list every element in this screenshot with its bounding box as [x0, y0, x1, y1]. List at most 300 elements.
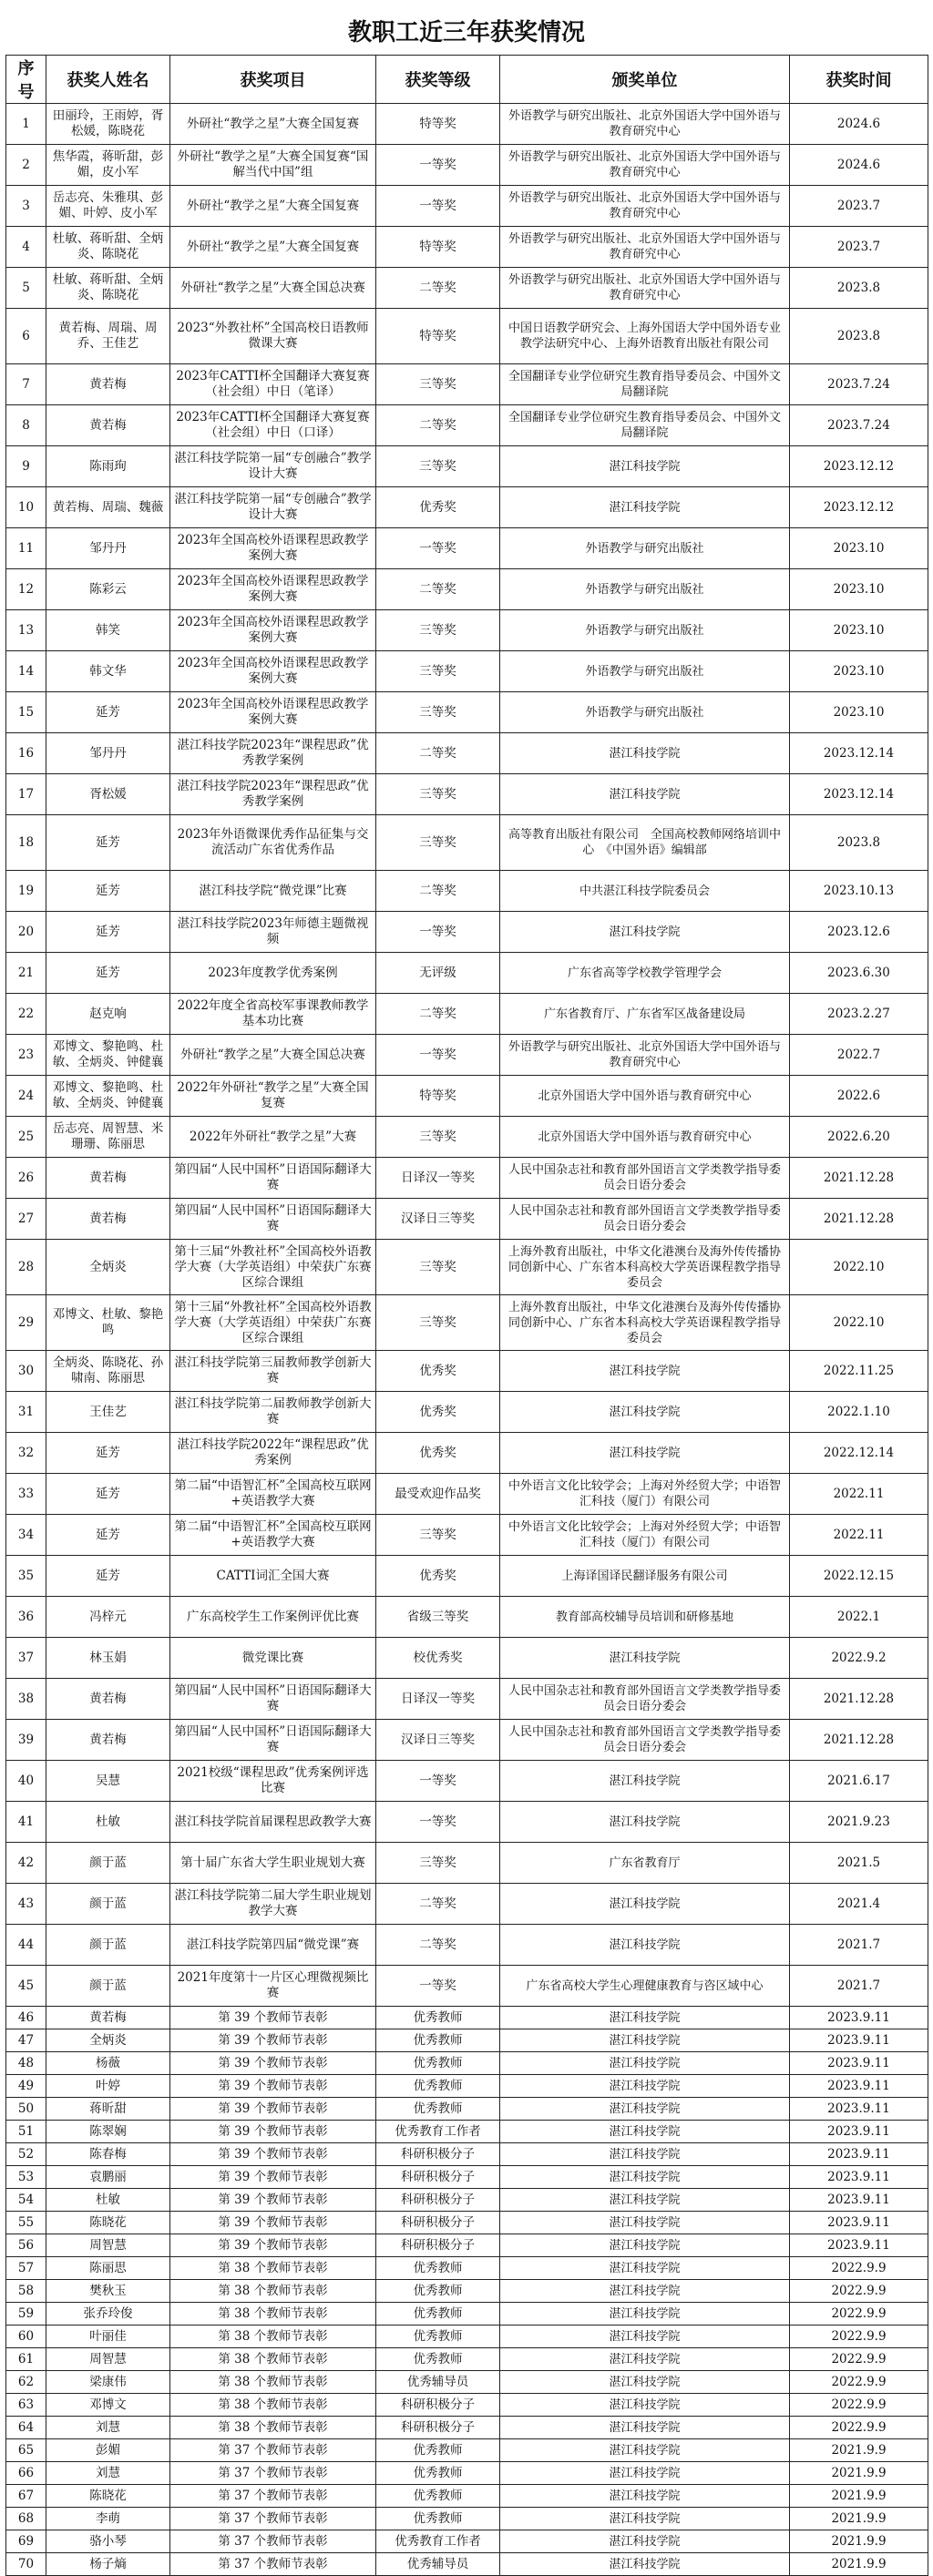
table-row	[6, 2326, 928, 2348]
cell-project: 第 39 个教师节表彰	[170, 2052, 376, 2075]
cell-org: 上海译国译民翻译服务有限公司	[500, 1556, 790, 1597]
cell-no: 28	[6, 1240, 46, 1295]
cell-name: 杜敏	[46, 2189, 170, 2212]
page-title: 教职工近三年获奖情况	[347, 19, 585, 46]
cell-no: 18	[6, 815, 46, 871]
cell-no: 4	[6, 227, 46, 268]
cell-level: 优秀教师	[376, 2326, 500, 2348]
cell-time: 2022.9.9	[790, 2371, 928, 2394]
cell-time: 2021.4	[790, 1884, 928, 1925]
cell-time: 2023.7	[790, 186, 928, 227]
cell-org: 湛江科技学院	[500, 2029, 790, 2052]
table-row	[6, 268, 928, 309]
cell-level: 三等奖	[376, 692, 500, 733]
cell-time: 2021.5	[790, 1843, 928, 1884]
cell-no: 47	[6, 2029, 46, 2052]
cell-name: 吴慧	[46, 1761, 170, 1802]
cell-name: 黄若梅、周瑞、魏薇	[46, 487, 170, 528]
cell-level: 二等奖	[376, 994, 500, 1035]
cell-no: 22	[6, 994, 46, 1035]
column-header-name: 获奖人姓名	[46, 56, 170, 104]
cell-level: 三等奖	[376, 364, 500, 405]
cell-no: 68	[6, 2508, 46, 2530]
cell-name: 焦华霞，蒋昕甜，彭媚，皮小军	[46, 145, 170, 186]
cell-no: 15	[6, 692, 46, 733]
table-row	[6, 2462, 928, 2485]
cell-org: 湛江科技学院	[500, 2530, 790, 2553]
cell-no: 67	[6, 2485, 46, 2508]
cell-no: 13	[6, 610, 46, 651]
cell-project: 湛江科技学院2023年师德主题微视频	[170, 912, 376, 953]
table-row	[6, 774, 928, 815]
cell-org: 湛江科技学院	[500, 2189, 790, 2212]
cell-project: 2023年全国高校外语课程思政教学案例大赛	[170, 610, 376, 651]
cell-org: 外语教学与研究出版社	[500, 569, 790, 610]
cell-no: 54	[6, 2189, 46, 2212]
cell-org: 湛江科技学院	[500, 2234, 790, 2257]
cell-time: 2023.9.11	[790, 2029, 928, 2052]
cell-no: 11	[6, 528, 46, 569]
table-row	[6, 1117, 928, 1158]
table-row	[6, 733, 928, 774]
table-row	[6, 610, 928, 651]
cell-project: 外研社“教学之星”大赛全国复赛“国解当代中国”组	[170, 145, 376, 186]
cell-time: 2023.6.30	[790, 953, 928, 994]
cell-no: 61	[6, 2348, 46, 2371]
cell-time: 2022.9.9	[790, 2257, 928, 2280]
cell-name: 黄若梅、周瑞、周乔、王佳艺	[46, 309, 170, 364]
cell-project: 湛江科技学院2023年“课程思政”优秀教学案例	[170, 733, 376, 774]
cell-time: 2022.9.9	[790, 2280, 928, 2303]
cell-time: 2023.9.11	[790, 2075, 928, 2098]
cell-no: 46	[6, 2007, 46, 2029]
cell-time: 2023.12.14	[790, 774, 928, 815]
cell-project: 第四届“人民中国杯”日语国际翻译大赛	[170, 1158, 376, 1199]
cell-name: 叶婷	[46, 2075, 170, 2098]
cell-org: 中国日语教学研究会、上海外国语大学中国外语专业教学法研究中心、上海外语教育出版社有限公司	[500, 309, 790, 364]
cell-org: 湛江科技学院	[500, 774, 790, 815]
cell-no: 32	[6, 1433, 46, 1474]
cell-org: 人民中国杂志社和教育部外国语言文学类教学指导委员会日语分委会	[500, 1679, 790, 1720]
cell-org: 湛江科技学院	[500, 2098, 790, 2121]
cell-level: 优秀奖	[376, 487, 500, 528]
table-row	[6, 2052, 928, 2075]
cell-org: 湛江科技学院	[500, 2326, 790, 2348]
cell-org: 广东省高等学校教学管理学会	[500, 953, 790, 994]
cell-time: 2022.1	[790, 1597, 928, 1638]
cell-level: 省级三等奖	[376, 1597, 500, 1638]
cell-name: 黄若梅	[46, 1720, 170, 1761]
cell-no: 53	[6, 2166, 46, 2189]
cell-no: 30	[6, 1351, 46, 1392]
cell-name: 全炳炎、陈晓花、孙啸南、陈丽思	[46, 1351, 170, 1392]
cell-level: 日译汉一等奖	[376, 1679, 500, 1720]
cell-no: 70	[6, 2553, 46, 2576]
cell-org: 人民中国杂志社和教育部外国语言文学类教学指导委员会日语分委会	[500, 1199, 790, 1240]
cell-project: 湛江科技学院第一届“专创融合”教学设计大赛	[170, 446, 376, 487]
table-row	[6, 1474, 928, 1515]
cell-project: 第 38 个教师节表彰	[170, 2394, 376, 2417]
cell-level: 无评级	[376, 953, 500, 994]
cell-no: 38	[6, 1679, 46, 1720]
cell-level: 优秀教师	[376, 2485, 500, 2508]
cell-time: 2022.10	[790, 1240, 928, 1295]
cell-level: 汉译日三等奖	[376, 1199, 500, 1240]
cell-time: 2023.10.13	[790, 871, 928, 912]
cell-name: 延芳	[46, 871, 170, 912]
cell-no: 25	[6, 1117, 46, 1158]
cell-no: 65	[6, 2439, 46, 2462]
cell-name: 樊秋玉	[46, 2280, 170, 2303]
cell-time: 2021.12.28	[790, 1720, 928, 1761]
cell-org: 湛江科技学院	[500, 487, 790, 528]
cell-time: 2023.12.12	[790, 487, 928, 528]
cell-level: 科研积极分子	[376, 2417, 500, 2439]
cell-org: 湛江科技学院	[500, 2439, 790, 2462]
cell-level: 科研积极分子	[376, 2166, 500, 2189]
cell-org: 中共湛江科技学院委员会	[500, 871, 790, 912]
cell-time: 2023.10	[790, 569, 928, 610]
cell-level: 一等奖	[376, 145, 500, 186]
table-row	[6, 2098, 928, 2121]
cell-level: 一等奖	[376, 1966, 500, 2007]
cell-level: 优秀教师	[376, 2508, 500, 2530]
cell-level: 特等奖	[376, 309, 500, 364]
cell-name: 杜敏	[46, 1802, 170, 1843]
table-row	[6, 1035, 928, 1076]
cell-no: 17	[6, 774, 46, 815]
cell-org: 外语教学与研究出版社、北京外国语大学中国外语与教育研究中心	[500, 1035, 790, 1076]
cell-time: 2021.9.9	[790, 2553, 928, 2576]
cell-time: 2021.9.23	[790, 1802, 928, 1843]
cell-name: 延芳	[46, 1474, 170, 1515]
cell-org: 湛江科技学院	[500, 446, 790, 487]
cell-level: 科研积极分子	[376, 2394, 500, 2417]
cell-project: 第 37 个教师节表彰	[170, 2530, 376, 2553]
table-row	[6, 227, 928, 268]
cell-level: 科研积极分子	[376, 2234, 500, 2257]
cell-time: 2021.7	[790, 1966, 928, 2007]
table-row	[6, 2348, 928, 2371]
awards-table	[5, 55, 928, 2576]
cell-level: 优秀奖	[376, 1556, 500, 1597]
cell-level: 特等奖	[376, 227, 500, 268]
table-row	[6, 1843, 928, 1884]
cell-project: 2023年全国高校外语课程思政教学案例大赛	[170, 528, 376, 569]
cell-no: 21	[6, 953, 46, 994]
cell-project: 第十三届“外教社杯”全国高校外语教学大赛（大学英语组）中荣获广东赛区综合课组	[170, 1240, 376, 1295]
cell-org: 湛江科技学院	[500, 2348, 790, 2371]
cell-level: 二等奖	[376, 405, 500, 446]
cell-time: 2023.7.24	[790, 364, 928, 405]
cell-org: 全国翻译专业学位研究生教育指导委员会、中国外文局翻译院	[500, 405, 790, 446]
cell-project: 湛江科技学院2023年“课程思政”优秀教学案例	[170, 774, 376, 815]
cell-no: 42	[6, 1843, 46, 1884]
cell-level: 三等奖	[376, 610, 500, 651]
table-row	[6, 364, 928, 405]
cell-project: 第二届“中语智汇杯”全国高校互联网+英语教学大赛	[170, 1515, 376, 1556]
cell-name: 黄若梅	[46, 1158, 170, 1199]
table-row	[6, 2234, 928, 2257]
table-row	[6, 1556, 928, 1597]
cell-no: 9	[6, 446, 46, 487]
cell-level: 特等奖	[376, 104, 500, 145]
cell-project: 湛江科技学院首届课程思政教学大赛	[170, 1802, 376, 1843]
cell-project: 第 39 个教师节表彰	[170, 2007, 376, 2029]
cell-no: 20	[6, 912, 46, 953]
cell-org: 湛江科技学院	[500, 2007, 790, 2029]
cell-org: 外语教学与研究出版社、北京外国语大学中国外语与教育研究中心	[500, 104, 790, 145]
cell-project: 第 39 个教师节表彰	[170, 2166, 376, 2189]
column-header-org: 颁奖单位	[500, 56, 790, 104]
cell-name: 延芳	[46, 1433, 170, 1474]
cell-no: 5	[6, 268, 46, 309]
cell-org: 外语教学与研究出版社、北京外国语大学中国外语与教育研究中心	[500, 145, 790, 186]
cell-name: 全炳炎	[46, 1240, 170, 1295]
cell-project: 湛江科技学院第一届“专创融合”教学设计大赛	[170, 487, 376, 528]
cell-level: 一等奖	[376, 186, 500, 227]
cell-level: 优秀教师	[376, 2075, 500, 2098]
cell-org: 教育部高校辅导员培训和研修基地	[500, 1597, 790, 1638]
table-row	[6, 1966, 928, 2007]
cell-org: 中外语言文化比较学会；上海对外经贸大学；中语智汇科技（厦门）有限公司	[500, 1474, 790, 1515]
cell-level: 三等奖	[376, 651, 500, 692]
cell-project: 湛江科技学院第二届大学生职业规划教学大赛	[170, 1884, 376, 1925]
cell-no: 35	[6, 1556, 46, 1597]
cell-org: 湛江科技学院	[500, 2052, 790, 2075]
cell-no: 14	[6, 651, 46, 692]
cell-org: 人民中国杂志社和教育部外国语言文学类教学指导委员会日语分委会	[500, 1720, 790, 1761]
cell-project: 2021校级“课程思政”优秀案例评选比赛	[170, 1761, 376, 1802]
cell-name: 邹丹丹	[46, 733, 170, 774]
cell-name: 王佳艺	[46, 1392, 170, 1433]
cell-level: 日译汉一等奖	[376, 1158, 500, 1199]
table-row	[6, 1199, 928, 1240]
cell-level: 优秀教育工作者	[376, 2530, 500, 2553]
cell-time: 2023.9.11	[790, 2052, 928, 2075]
cell-org: 湛江科技学院	[500, 1351, 790, 1392]
cell-no: 37	[6, 1638, 46, 1679]
cell-project: 外研社“教学之星”大赛全国总决赛	[170, 268, 376, 309]
cell-level: 优秀教育工作者	[376, 2121, 500, 2143]
table-row	[6, 994, 928, 1035]
cell-project: 外研社“教学之星”大赛全国复赛	[170, 186, 376, 227]
cell-level: 优秀教师	[376, 2303, 500, 2326]
cell-time: 2023.10	[790, 528, 928, 569]
cell-org: 湛江科技学院	[500, 1802, 790, 1843]
table-row	[6, 2166, 928, 2189]
cell-name: 刘慧	[46, 2462, 170, 2485]
cell-level: 一等奖	[376, 1761, 500, 1802]
cell-name: 陈翠娴	[46, 2121, 170, 2143]
cell-name: 胥松媛	[46, 774, 170, 815]
cell-org: 外语教学与研究出版社、北京外国语大学中国外语与教育研究中心	[500, 186, 790, 227]
table-row	[6, 2553, 928, 2576]
cell-no: 36	[6, 1597, 46, 1638]
cell-project: 第四届“人民中国杯”日语国际翻译大赛	[170, 1720, 376, 1761]
cell-project: 湛江科技学院2022年“课程思政”优秀案例	[170, 1433, 376, 1474]
table-row	[6, 912, 928, 953]
cell-level: 三等奖	[376, 1295, 500, 1351]
cell-project: 外研社“教学之星”大赛全国总决赛	[170, 1035, 376, 1076]
table-row	[6, 1515, 928, 1556]
cell-org: 北京外国语大学中国外语与教育研究中心	[500, 1076, 790, 1117]
table-row	[6, 2485, 928, 2508]
table-row	[6, 1076, 928, 1117]
table-row	[6, 487, 928, 528]
cell-time: 2023.9.11	[790, 2143, 928, 2166]
cell-org: 广东省高校大学生心理健康教育与咨区域中心	[500, 1966, 790, 2007]
cell-level: 二等奖	[376, 1884, 500, 1925]
cell-project: 第 37 个教师节表彰	[170, 2553, 376, 2576]
cell-time: 2022.9.9	[790, 2417, 928, 2439]
cell-name: 袁鹏丽	[46, 2166, 170, 2189]
cell-org: 湛江科技学院	[500, 2485, 790, 2508]
cell-level: 科研积极分子	[376, 2212, 500, 2234]
table-row	[6, 2257, 928, 2280]
cell-name: 冯梓元	[46, 1597, 170, 1638]
cell-no: 69	[6, 2530, 46, 2553]
cell-no: 59	[6, 2303, 46, 2326]
table-row	[6, 2121, 928, 2143]
cell-project: 第 38 个教师节表彰	[170, 2303, 376, 2326]
column-header-level: 获奖等级	[376, 56, 500, 104]
cell-level: 三等奖	[376, 446, 500, 487]
column-header-time: 获奖时间	[790, 56, 928, 104]
cell-level: 三等奖	[376, 1515, 500, 1556]
cell-name: 延芳	[46, 1556, 170, 1597]
cell-level: 优秀教师	[376, 2029, 500, 2052]
cell-project: 湛江科技学院第四届“微党课”赛	[170, 1925, 376, 1966]
cell-project: 2022年外研社“教学之星”大赛全国复赛	[170, 1076, 376, 1117]
cell-time: 2022.9.2	[790, 1638, 928, 1679]
cell-org: 北京外国语大学中国外语与教育研究中心	[500, 1117, 790, 1158]
cell-no: 12	[6, 569, 46, 610]
cell-time: 2023.9.11	[790, 2007, 928, 2029]
cell-org: 外语教学与研究出版社、北京外国语大学中国外语与教育研究中心	[500, 227, 790, 268]
cell-no: 7	[6, 364, 46, 405]
cell-time: 2023.10	[790, 692, 928, 733]
cell-no: 56	[6, 2234, 46, 2257]
cell-name: 彭媚	[46, 2439, 170, 2462]
column-header-project: 获奖项目	[170, 56, 376, 104]
cell-no: 66	[6, 2462, 46, 2485]
cell-org: 湛江科技学院	[500, 2166, 790, 2189]
cell-name: 杜敏、蒋昕甜、全炳炎、陈晓花	[46, 268, 170, 309]
cell-name: 赵克响	[46, 994, 170, 1035]
table-row	[6, 692, 928, 733]
cell-time: 2021.9.9	[790, 2530, 928, 2553]
cell-project: 微党课比赛	[170, 1638, 376, 1679]
cell-name: 韩文华	[46, 651, 170, 692]
cell-org: 上海外教育出版社，中华文化港澳台及海外传传播协同创新中心、广东省本科高校大学英语课程教学指导委员会	[500, 1295, 790, 1351]
cell-time: 2023.8	[790, 268, 928, 309]
table-row	[6, 953, 928, 994]
cell-org: 上海外教育出版社，中华文化港澳台及海外传传播协同创新中心、广东省本科高校大学英语课程教学指导委员会	[500, 1240, 790, 1295]
table-row	[6, 2007, 928, 2029]
cell-level: 优秀辅导员	[376, 2371, 500, 2394]
cell-name: 邹丹丹	[46, 528, 170, 569]
cell-name: 张乔玲俊	[46, 2303, 170, 2326]
cell-level: 二等奖	[376, 733, 500, 774]
cell-time: 2022.9.9	[790, 2394, 928, 2417]
cell-org: 湛江科技学院	[500, 733, 790, 774]
cell-no: 62	[6, 2371, 46, 2394]
cell-name: 叶丽佳	[46, 2326, 170, 2348]
cell-level: 一等奖	[376, 1802, 500, 1843]
cell-project: 第 39 个教师节表彰	[170, 2212, 376, 2234]
cell-time: 2024.6	[790, 145, 928, 186]
cell-org: 湛江科技学院	[500, 2553, 790, 2576]
cell-level: 三等奖	[376, 1843, 500, 1884]
cell-name: 邓博文、黎艳鸣、杜敏、全炳炎、钟健襄	[46, 1076, 170, 1117]
cell-level: 二等奖	[376, 1925, 500, 1966]
cell-level: 特等奖	[376, 1076, 500, 1117]
cell-project: 第 37 个教师节表彰	[170, 2508, 376, 2530]
cell-time: 2022.11	[790, 1474, 928, 1515]
cell-time: 2023.8	[790, 309, 928, 364]
table-row	[6, 446, 928, 487]
cell-time: 2024.6	[790, 104, 928, 145]
cell-project: 2023年度教学优秀案例	[170, 953, 376, 994]
cell-time: 2022.6	[790, 1076, 928, 1117]
cell-project: 第 39 个教师节表彰	[170, 2098, 376, 2121]
cell-time: 2021.12.28	[790, 1199, 928, 1240]
table-body	[6, 104, 928, 2576]
cell-level: 一等奖	[376, 1035, 500, 1076]
cell-level: 优秀教师	[376, 2257, 500, 2280]
cell-org: 湛江科技学院	[500, 2303, 790, 2326]
cell-time: 2023.8	[790, 815, 928, 871]
cell-org: 全国翻译专业学位研究生教育指导委员会、中国外文局翻译院	[500, 364, 790, 405]
cell-time: 2023.9.11	[790, 2189, 928, 2212]
cell-time: 2022.11.25	[790, 1351, 928, 1392]
cell-project: 第 37 个教师节表彰	[170, 2485, 376, 2508]
cell-level: 一等奖	[376, 528, 500, 569]
cell-project: 2023年全国高校外语课程思政教学案例大赛	[170, 569, 376, 610]
cell-time: 2023.7	[790, 227, 928, 268]
cell-level: 二等奖	[376, 569, 500, 610]
cell-org: 湛江科技学院	[500, 2121, 790, 2143]
cell-name: 梁康伟	[46, 2371, 170, 2394]
cell-name: 陈彩云	[46, 569, 170, 610]
table-row	[6, 1351, 928, 1392]
cell-level: 优秀辅导员	[376, 2553, 500, 2576]
cell-name: 邓博文、黎艳鸣、杜敏、全炳炎、钟健襄	[46, 1035, 170, 1076]
cell-project: 2022年外研社“教学之星”大赛	[170, 1117, 376, 1158]
cell-no: 16	[6, 733, 46, 774]
cell-no: 64	[6, 2417, 46, 2439]
cell-name: 李萌	[46, 2508, 170, 2530]
cell-no: 44	[6, 1925, 46, 1966]
cell-no: 2	[6, 145, 46, 186]
cell-org: 湛江科技学院	[500, 2417, 790, 2439]
cell-level: 校优秀奖	[376, 1638, 500, 1679]
cell-no: 63	[6, 2394, 46, 2417]
cell-project: 第 39 个教师节表彰	[170, 2234, 376, 2257]
cell-org: 广东省教育厅	[500, 1843, 790, 1884]
cell-no: 40	[6, 1761, 46, 1802]
table-row	[6, 104, 928, 145]
cell-org: 外语教学与研究出版社	[500, 528, 790, 569]
table-row	[6, 815, 928, 871]
table-row	[6, 2394, 928, 2417]
table-row	[6, 1295, 928, 1351]
cell-time: 2023.9.11	[790, 2098, 928, 2121]
cell-project: 2023年全国高校外语课程思政教学案例大赛	[170, 692, 376, 733]
cell-level: 三等奖	[376, 1240, 500, 1295]
cell-name: 韩笑	[46, 610, 170, 651]
